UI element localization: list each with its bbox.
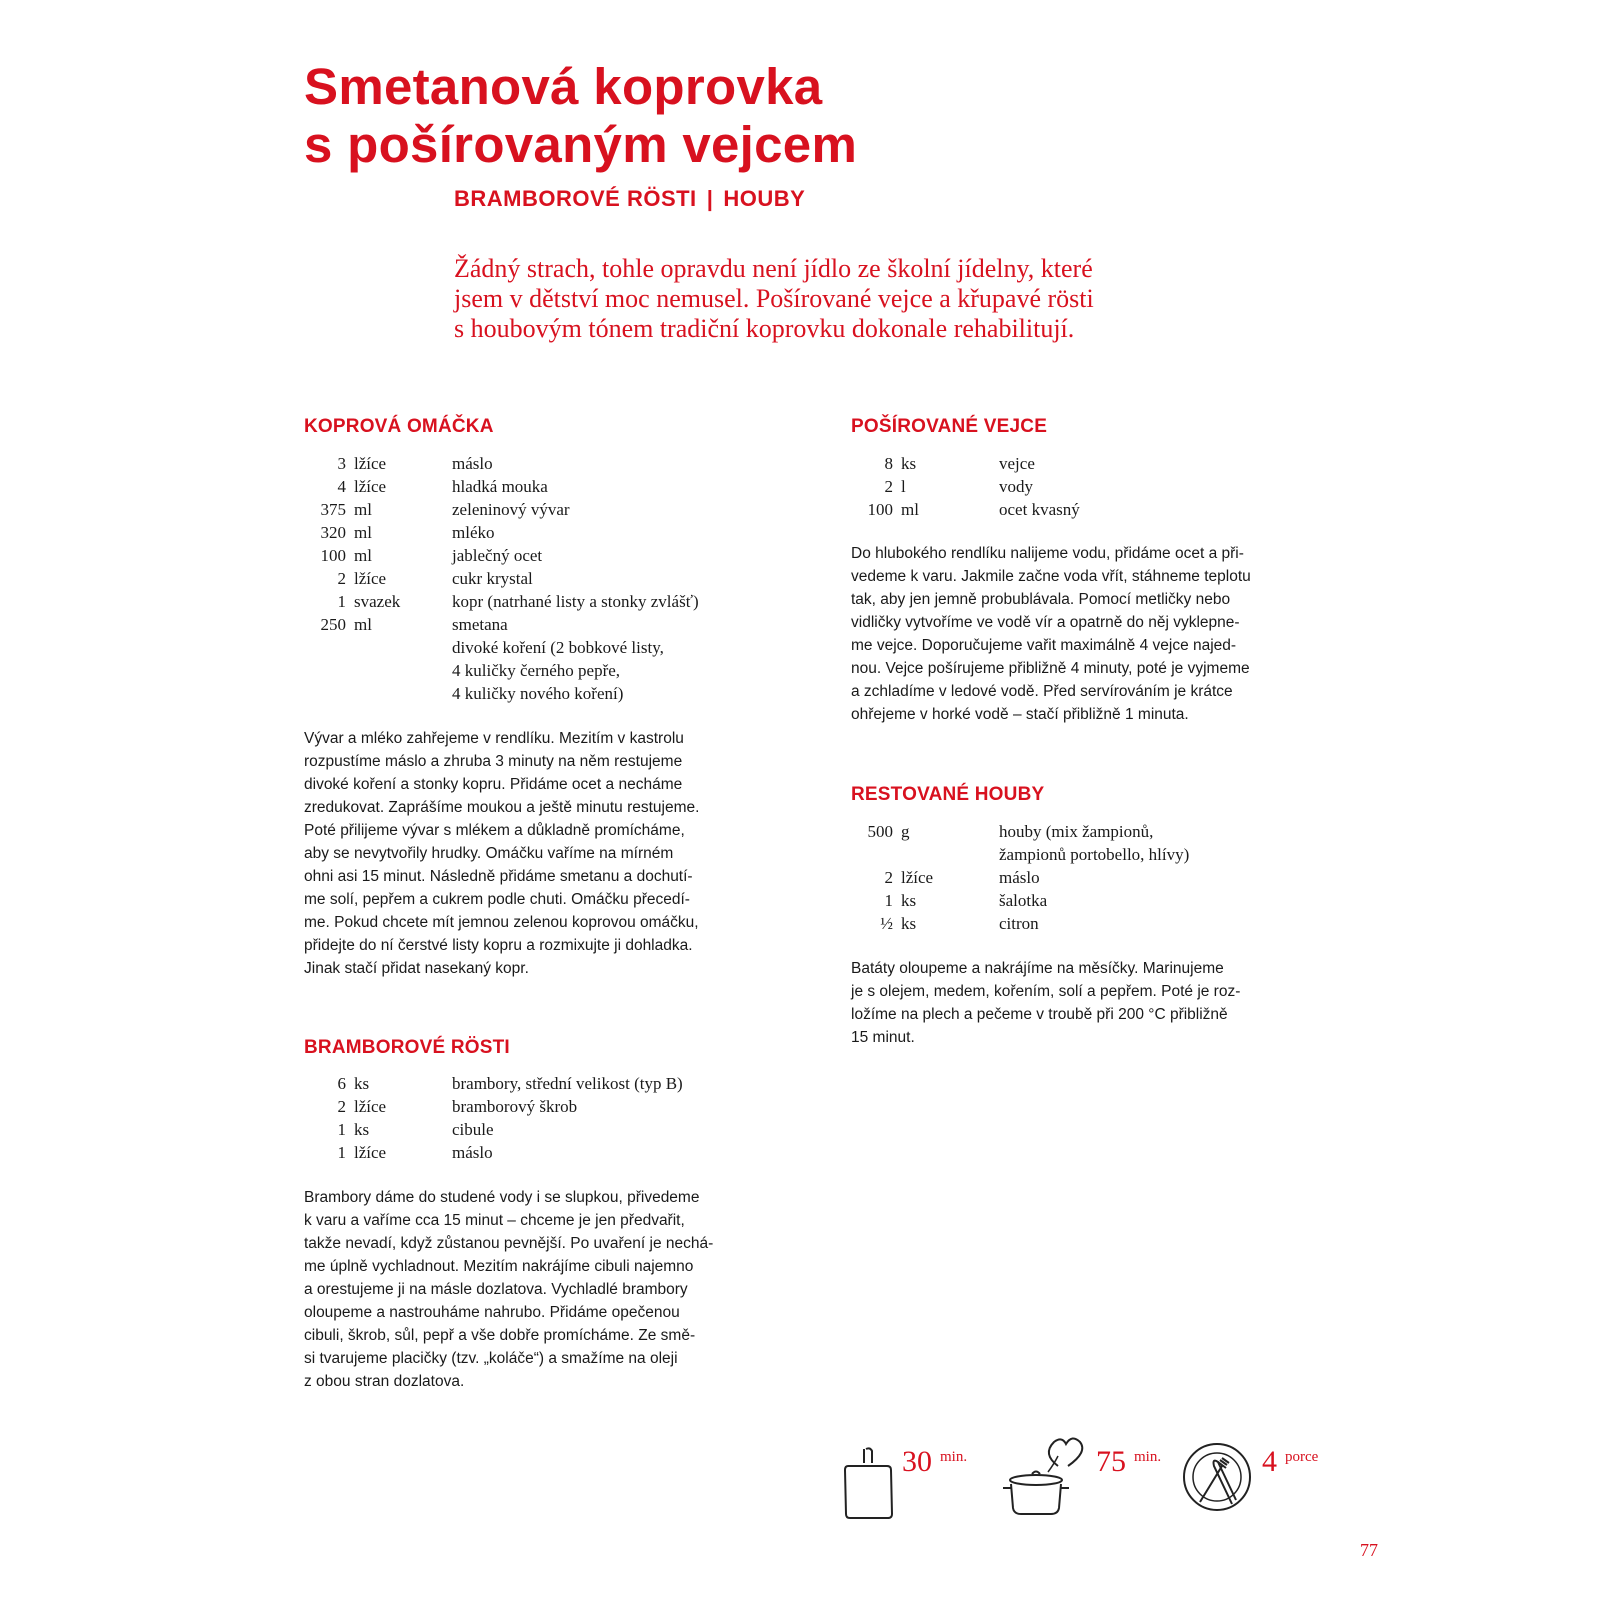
- ingredient-quantity: 1: [884, 891, 893, 910]
- ingredient-name: hladká mouka: [452, 477, 548, 496]
- method-line: me. Pokud chcete mít jemnou zelenou koprovou omáčku,: [304, 914, 699, 931]
- method-line: a orestujeme ji na másle dozlatova. Vychladlé brambory: [304, 1281, 688, 1298]
- ingredient-name: smetana: [452, 615, 508, 634]
- ingredient-row: [851, 866, 1351, 889]
- method-line: aby se nevytvořily hrudky. Omáčku vaříme na mírném: [304, 845, 674, 862]
- rosti-heading: BRAMBOROVÉ RÖSTI: [304, 1037, 510, 1058]
- method-line: Do hlubokého rendlíku nalijeme vodu, přidáme ocet a při-: [851, 545, 1244, 562]
- sauce-heading: KOPROVÁ OMÁČKA: [304, 416, 494, 437]
- ingredient-row: [851, 498, 1351, 521]
- ingredient-name: ocet kvasný: [999, 500, 1080, 519]
- method-line: cibuli, škrob, sůl, pepř a vše dobře promícháme. Ze smě-: [304, 1327, 696, 1344]
- ingredient-unit: g: [901, 822, 910, 841]
- ingredient-unit: l: [901, 477, 906, 496]
- cutting-board-icon: [840, 1446, 896, 1520]
- method-line: me vejce. Doporučujeme vařit maximálně 4 vejce najed-: [851, 637, 1237, 654]
- ingredient-row: [851, 475, 1351, 498]
- servings-value: 4: [1262, 1445, 1277, 1478]
- ingredient-unit: svazek: [354, 592, 401, 611]
- method-line: Jinak stačí přidat nasekaný kopr.: [304, 960, 529, 977]
- ingredient-name: houby (mix žampionů,: [999, 822, 1154, 841]
- rosti-ingredients: [304, 1072, 804, 1164]
- method-line: ložíme na plech a pečeme v troubě při 200 °C přibližně: [851, 1006, 1228, 1023]
- ingredient-name: kopr (natrhané listy a stonky zvlášť): [452, 592, 699, 611]
- ingredient-quantity: 6: [337, 1074, 346, 1093]
- method-line: je s olejem, medem, kořením, solí a pepřem. Poté je roz-: [851, 983, 1241, 1000]
- subtitle-left: BRAMBOROVÉ RÖSTI: [454, 186, 697, 211]
- ingredient-quantity: 100: [867, 500, 893, 519]
- ingredient-row: [304, 567, 804, 590]
- method-line: ohni asi 15 minut. Následně přidáme smetanu a dochutí-: [304, 868, 693, 885]
- ingredient-row: [304, 475, 804, 498]
- method-line: vedeme k varu. Jakmile začne voda vřít, stáhneme teplotu: [851, 568, 1251, 585]
- ingredient-unit: ks: [354, 1074, 370, 1093]
- ingredient-quantity: 2: [884, 477, 893, 496]
- rosti-method: [304, 1186, 804, 1393]
- ingredient-row: [851, 912, 1351, 935]
- ingredient-quantity: 4: [337, 477, 346, 496]
- ingredient-quantity: 500: [867, 822, 893, 841]
- ingredient-row: [304, 1095, 804, 1118]
- ingredient-row: [304, 682, 804, 705]
- ingredient-name: máslo: [452, 454, 493, 473]
- intro-line: jsem v dětství moc nemusel. Pošírované vejce a křupavé rösti: [454, 284, 1094, 313]
- subtitle-right: HOUBY: [723, 186, 806, 211]
- ingredient-row: [304, 452, 804, 475]
- method-line: takže nevadí, když zůstanou pevnější. Po uvaření je nechá-: [304, 1235, 714, 1252]
- ingredient-name: mléko: [452, 523, 495, 542]
- ingredient-quantity: 2: [337, 569, 346, 588]
- intro-line: s houbovým tónem tradiční koprovku dokonale rehabilitují.: [454, 314, 1075, 343]
- ingredient-quantity: 375: [320, 500, 346, 519]
- ingredient-unit: ml: [354, 615, 372, 634]
- ingredient-row: [304, 498, 804, 521]
- prep-time-unit: min.: [940, 1449, 968, 1465]
- method-line: divoké koření a stonky kopru. Přidáme ocet a necháme: [304, 776, 683, 793]
- servings-unit: porce: [1285, 1449, 1319, 1465]
- method-line: zredukovat. Zaprášíme moukou a ještě minutu restujeme.: [304, 799, 700, 816]
- method-line: ohřejeme v horké vodě – stačí přibližně 1 minuta.: [851, 706, 1189, 723]
- ingredient-unit: ml: [354, 546, 372, 565]
- method-line: Batáty oloupeme a nakrájíme na měsíčky. Marinujeme: [851, 960, 1224, 977]
- ingredient-row: [304, 636, 804, 659]
- ingredient-row: [304, 521, 804, 544]
- ingredient-unit: ks: [354, 1120, 370, 1139]
- ingredient-name: žampionů portobello, hlívy): [999, 845, 1190, 864]
- method-line: k varu a vaříme cca 15 minut – chceme je jen předvařit,: [304, 1212, 685, 1229]
- plate-cutlery-icon: [1180, 1440, 1254, 1514]
- ingredient-unit: lžíce: [901, 868, 934, 887]
- ingredient-name: cibule: [452, 1120, 494, 1139]
- ingredient-name: divoké koření (2 bobkové listy,: [452, 638, 664, 657]
- intro-line: Žádný strach, tohle opravdu není jídlo ze školní jídelny, které: [454, 254, 1093, 283]
- method-line: Vývar a mléko zahřejeme v rendlíku. Mezitím v kastrolu: [304, 730, 684, 747]
- ingredient-name: vody: [999, 477, 1033, 496]
- ingredient-quantity: 2: [884, 868, 893, 887]
- ingredient-unit: ks: [901, 454, 917, 473]
- ingredient-row: [304, 659, 804, 682]
- ingredient-name: cukr krystal: [452, 569, 533, 588]
- mushrooms-ingredients: [851, 820, 1351, 935]
- mushrooms-heading: RESTOVANÉ HOUBY: [851, 784, 1045, 805]
- method-line: nou. Vejce pošírujeme přibližně 4 minuty, poté je vyjmeme: [851, 660, 1250, 677]
- recipe-title: [304, 58, 857, 174]
- ingredient-unit: ml: [354, 523, 372, 542]
- ingredient-row: [851, 843, 1351, 866]
- ingredient-unit: ml: [354, 500, 372, 519]
- recipe-title-line-2: s pošírovaným vejcem: [304, 116, 858, 173]
- ingredient-quantity: ½: [880, 914, 893, 933]
- egg-ingredients: [851, 452, 1351, 521]
- ingredient-name: citron: [999, 914, 1039, 933]
- sauce-ingredients: [304, 452, 804, 705]
- cook-time: [1096, 1445, 1161, 1505]
- ingredient-name: 4 kuličky nového koření): [452, 684, 624, 703]
- ingredient-row: [304, 1072, 804, 1095]
- servings: [1262, 1445, 1318, 1505]
- ingredient-quantity: 250: [320, 615, 346, 634]
- ingredient-unit: ks: [901, 891, 917, 910]
- recipe-intro: [454, 254, 1254, 344]
- ingredient-quantity: 1: [337, 1143, 346, 1162]
- prep-time: [902, 1445, 967, 1505]
- method-line: Brambory dáme do studené vody i se slupkou, přivedeme: [304, 1189, 700, 1206]
- ingredient-name: máslo: [999, 868, 1040, 887]
- ingredient-quantity: 1: [337, 592, 346, 611]
- method-line: a zchladíme v ledové vodě. Před servírováním je krátce: [851, 683, 1233, 700]
- ingredient-name: zeleninový vývar: [452, 500, 570, 519]
- recipe-title-line-1: Smetanová koprovka: [304, 58, 823, 115]
- prep-time-value: 30: [902, 1445, 932, 1478]
- ingredient-quantity: 8: [884, 454, 893, 473]
- method-line: me solí, pepřem a cukrem podle chuti. Omáčku přecedí-: [304, 891, 690, 908]
- ingredient-row: [304, 613, 804, 636]
- method-line: Poté přilijeme vývar s mlékem a důkladně promícháme,: [304, 822, 685, 839]
- method-line: rozpustíme máslo a zhruba 3 minuty na něm restujeme: [304, 753, 683, 770]
- page-number: 77: [1360, 1540, 1378, 1560]
- ingredient-quantity: 3: [337, 454, 346, 473]
- ingredient-row: [851, 820, 1351, 843]
- ingredient-unit: ks: [901, 914, 917, 933]
- ingredient-row: [304, 1141, 804, 1164]
- method-line: přidejte do ní čerstvé listy kopru a rozmixujte ji dohladka.: [304, 937, 693, 954]
- ingredient-row: [304, 544, 804, 567]
- ingredient-unit: lžíce: [354, 569, 387, 588]
- ingredient-name: brambory, střední velikost (typ B): [452, 1074, 683, 1093]
- cooking-pot-icon: [1000, 1432, 1092, 1522]
- method-line: z obou stran dozlatova.: [304, 1373, 465, 1390]
- mushrooms-method: [851, 957, 1351, 1049]
- ingredient-name: vejce: [999, 454, 1035, 473]
- ingredient-name: šalotka: [999, 891, 1048, 910]
- method-line: si tvarujeme placičky (tzv. „koláče“) a smažíme na oleji: [304, 1350, 678, 1367]
- method-line: vidličky vytvoříme ve vodě vír a opatrně do něj vyklepne-: [851, 614, 1240, 631]
- ingredient-quantity: 320: [320, 523, 346, 542]
- ingredient-quantity: 100: [320, 546, 346, 565]
- ingredient-unit: lžíce: [354, 454, 387, 473]
- method-line: 15 minut.: [851, 1029, 915, 1046]
- recipe-subtitle: [454, 186, 805, 212]
- egg-heading: POŠÍROVANÉ VEJCE: [851, 416, 1048, 437]
- ingredient-quantity: 2: [337, 1097, 346, 1116]
- egg-method: [851, 542, 1351, 726]
- ingredient-unit: ml: [901, 500, 919, 519]
- ingredient-name: jablečný ocet: [452, 546, 543, 565]
- ingredient-name: máslo: [452, 1143, 493, 1162]
- cook-time-value: 75: [1096, 1445, 1126, 1478]
- method-line: me úplně vychladnout. Mezitím nakrájíme cibuli najemno: [304, 1258, 694, 1275]
- ingredient-unit: lžíce: [354, 477, 387, 496]
- ingredient-unit: lžíce: [354, 1143, 387, 1162]
- ingredient-row: [304, 1118, 804, 1141]
- cook-time-unit: min.: [1134, 1449, 1162, 1465]
- ingredient-name: bramborový škrob: [452, 1097, 578, 1116]
- ingredient-unit: lžíce: [354, 1097, 387, 1116]
- ingredient-row: [851, 452, 1351, 475]
- ingredient-row: [851, 889, 1351, 912]
- ingredient-quantity: 1: [337, 1120, 346, 1139]
- subtitle-separator: |: [706, 186, 714, 211]
- ingredient-row: [304, 590, 804, 613]
- method-line: oloupeme a nastrouháme nahrubo. Přidáme opečenou: [304, 1304, 680, 1321]
- ingredient-name: 4 kuličky černého pepře,: [452, 661, 621, 680]
- method-line: tak, aby jen jemně probublávala. Pomocí metličky nebo: [851, 591, 1231, 608]
- sauce-method: [304, 727, 804, 980]
